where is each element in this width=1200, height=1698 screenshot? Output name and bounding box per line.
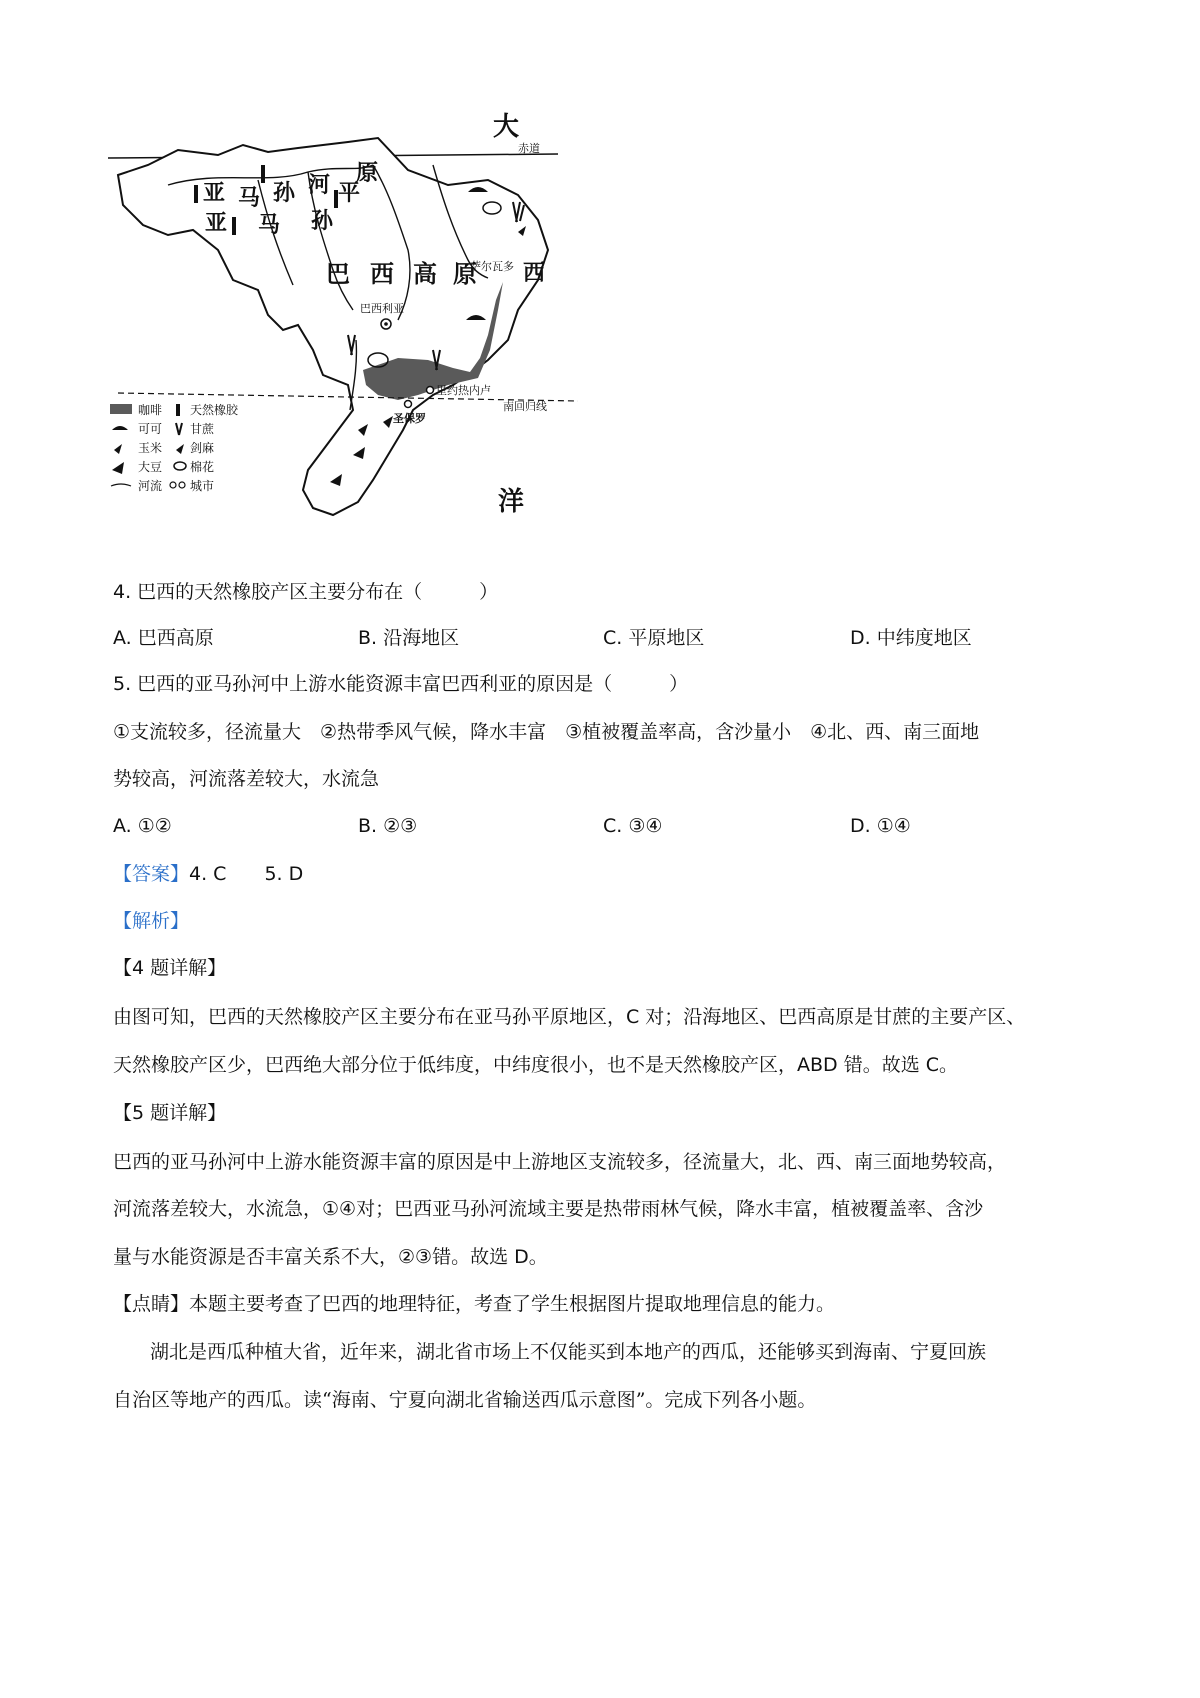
q5-statements-line1: ①支流较多，径流量大 ②热带季风气候，降水丰富 ③植被覆盖率高，含沙量小 ④北、西、南三面地 (113, 721, 980, 743)
plateau-char: 原 (453, 260, 477, 288)
plain-char: 马 (258, 213, 281, 238)
detail-5-line1: 巴西的亚马孙河中上游水能资源丰富的原因是中上游地区支流较多，径流量大，北、西、南三面地势较高， (113, 1151, 1007, 1173)
rubber-icon (194, 185, 198, 203)
map-legend (110, 402, 239, 493)
corn-icon (114, 444, 122, 454)
ocean-label-bottom: 洋 (498, 487, 525, 517)
q4-option-b: B. 沿海地区 (358, 627, 460, 649)
q4-option-d: D. 中纬度地区 (850, 627, 972, 649)
city-label-salvador: 萨尔瓦多 (470, 260, 514, 273)
cocoa-icon (112, 426, 128, 430)
q4-option-c: C. 平原地区 (603, 627, 705, 649)
rubber-icon (232, 217, 236, 235)
soybean-icon (112, 462, 124, 474)
river-icon (111, 484, 131, 486)
tropic-label: 南回归线 (503, 400, 547, 413)
city-icon (405, 401, 412, 408)
q5-statements-line2: 势较高，河流落差较大，水流急 (113, 768, 380, 790)
comment-line: 【点睛】本题主要考查了巴西的地理特征，考查了学生根据图片提取地理信息的能力。 (113, 1293, 836, 1315)
city-label-brasilia: 巴西利亚 (360, 302, 404, 315)
answer-tag: 【答案】 (113, 863, 190, 885)
legend-label: 玉米 (138, 441, 163, 455)
city-icon (179, 482, 185, 488)
q5-option-d: D. ①④ (850, 815, 911, 837)
plateau-char: 高 (413, 260, 437, 288)
rubber-icon (261, 165, 265, 183)
detail-4-line2: 天然橡胶产区少，巴西绝大部分位于低纬度，中纬度很小，也不是天然橡胶产区，ABD 错。故选 C。 (113, 1054, 959, 1076)
legend-label: 河流 (138, 479, 163, 493)
sisal-icon (176, 444, 184, 454)
rubber-icon (334, 190, 338, 208)
east-char: 西 (523, 261, 546, 286)
plain-char: 亚 (203, 181, 226, 206)
brazil-outline (118, 138, 548, 515)
plain-char: 孙 (311, 209, 334, 234)
plain-char: 原 (356, 161, 379, 186)
ocean-label-top: 大 (493, 112, 520, 142)
plain-char: 亚 (205, 211, 228, 236)
detail-4-heading: 【4 题详解】 (113, 957, 227, 979)
question-5-stem: 5. 巴西的亚马孙河中上游水能资源丰富巴西利亚的原因是（ ） (113, 673, 689, 695)
rubber-icon (176, 404, 180, 416)
q4-option-a: A. 巴西高原 (113, 627, 214, 649)
legend-label: 可可 (138, 422, 163, 436)
legend-label: 甘蔗 (190, 422, 215, 436)
plain-char: 平 (338, 181, 361, 206)
intro-line2: 自治区等地产的西瓜。读“海南、宁夏向湖北省输送西瓜示意图”。完成下列各小题。 (113, 1389, 817, 1411)
brazil-crop-map (108, 110, 648, 550)
q5-option-c: C. ③④ (603, 815, 663, 837)
city-icon (384, 322, 388, 326)
legend-label: 剑麻 (190, 441, 215, 455)
detail-5-heading: 【5 题详解】 (113, 1102, 227, 1124)
legend-label: 大豆 (138, 460, 163, 474)
plain-char: 河 (308, 173, 331, 198)
city-label-saopaulo: 圣保罗 (393, 412, 426, 425)
city-label-rio: 里约热内卢 (436, 384, 491, 397)
q5-option-a: A. ①② (113, 815, 172, 837)
city-icon (170, 482, 176, 488)
plateau-char: 巴 (326, 260, 350, 288)
legend-label: 城市 (190, 479, 215, 493)
sugarcane-icon (176, 423, 182, 435)
question-4-stem: 4. 巴西的天然橡胶产区主要分布在（ ） (113, 581, 499, 603)
legend-label: 棉花 (190, 460, 215, 474)
coffee-swatch-icon (110, 404, 132, 414)
detail-5-line2: 河流落差较大，水流急，①④对；巴西亚马孙河流域主要是热带雨林气候，降水丰富，植被覆盖率、含沙 (113, 1198, 984, 1220)
equator-label: 赤道 (518, 142, 540, 155)
intro-line1: 湖北是西瓜种植大省，近年来，湖北省市场上不仅能买到本地产的西瓜，还能够买到海南、宁夏回族 (150, 1341, 987, 1363)
detail-5-line3: 量与水能资源是否丰富关系不大，②③错。故选 D。 (113, 1246, 548, 1268)
legend-label: 天然橡胶 (190, 403, 239, 417)
plain-char: 孙 (273, 181, 296, 206)
cotton-icon (174, 462, 186, 470)
plateau-char: 西 (370, 260, 394, 288)
plain-char: 马 (238, 186, 261, 211)
legend-label: 咖啡 (138, 403, 163, 417)
detail-4-line1: 由图可知，巴西的天然橡胶产区主要分布在亚马孙平原地区，C 对；沿海地区、巴西高原是甘蔗的主要产区、 (113, 1006, 1026, 1028)
answer-text: 4. C 5. D (189, 863, 304, 885)
city-icon (427, 387, 434, 394)
q5-option-b: B. ②③ (358, 815, 418, 837)
analysis-tag: 【解析】 (113, 910, 190, 932)
answer-line (113, 862, 303, 886)
